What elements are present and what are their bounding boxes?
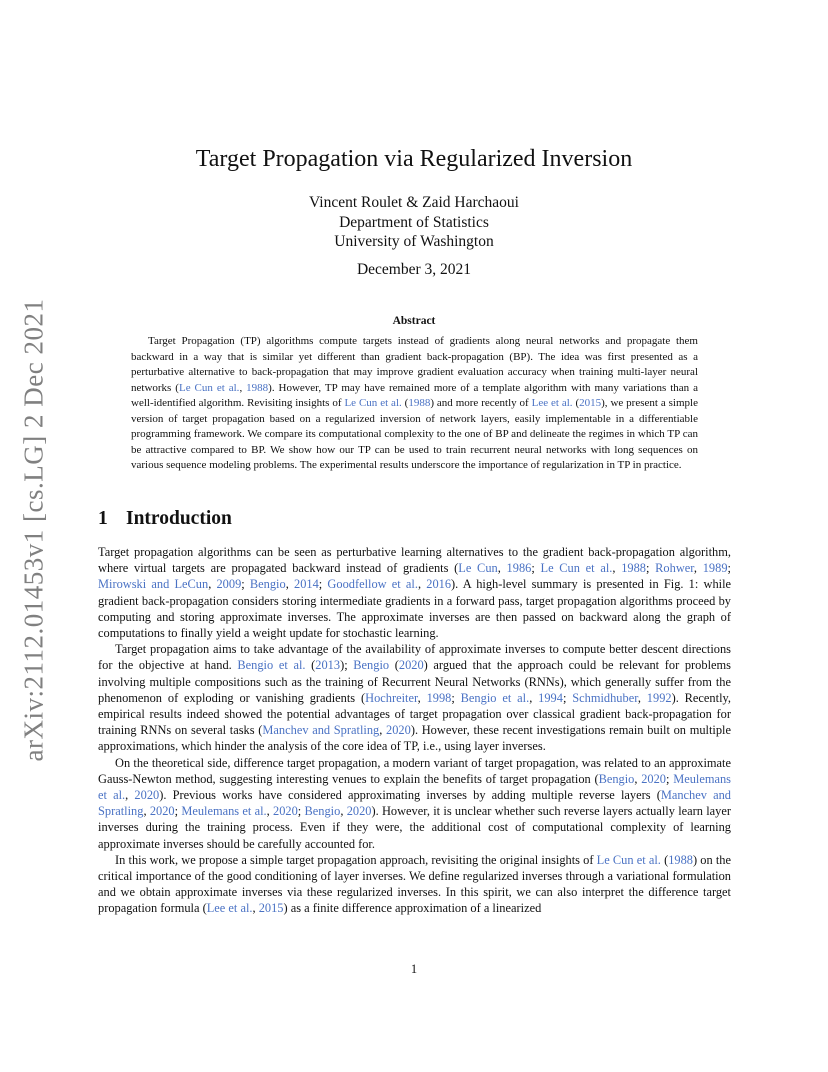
- text-run: On the theoretical side, difference target propagation, a modern variant of target propagation, was related to an approximate Gauss-Newton method, suggesting interesting venues to explain the benefits of target propagation (: [98, 755, 731, 786]
- text-run: Target propagation algorithms can be seen as perturbative learning alternatives to the gradient back-propagation algorithm, where virtual targets are propagated backward instead of gradients (: [98, 545, 731, 576]
- citation-link[interactable]: 1992: [646, 690, 672, 705]
- text-run: ;: [646, 561, 656, 576]
- text-run: ). However, it is unclear whether such reverse layers actually learn layer inverses during the training process. Even if they were, the additional cost of computational complexity of learning approximate inverses should be carefully accounted for.: [98, 804, 731, 851]
- citation-link[interactable]: Manchev and Spratling: [98, 788, 731, 819]
- paragraph: [98, 852, 731, 917]
- text-run: ;: [562, 690, 573, 705]
- text-run: ) on the critical importance of the good conditioning of layer inverses. We define regularized inverses through a variational formulation and we obtain approximate inverses via these regularized inverses. In this spirit, we can also interpret the difference target propagation formula (: [98, 852, 731, 916]
- text-run: ,: [529, 690, 539, 705]
- citation-link[interactable]: Bengio: [304, 804, 341, 819]
- author-department: Department of Statistics: [339, 213, 489, 231]
- text-run: ;: [451, 690, 461, 705]
- text-run: (: [660, 852, 669, 867]
- citation-link[interactable]: 2013: [315, 658, 341, 673]
- citation-link[interactable]: Le Cun et al.: [540, 561, 613, 576]
- citation-link[interactable]: Lee et al.: [206, 901, 253, 916]
- citation-link[interactable]: 2020: [273, 804, 298, 819]
- section-title: Introduction: [126, 508, 232, 529]
- citation-link[interactable]: 1988: [408, 397, 431, 409]
- section-heading-introduction: [98, 508, 232, 530]
- text-run: ) argued that the approach could be relevant for problems involving multiple compositions such as the training of Recurrent Neural Networks (RNNs), which generally suffer from the phenomenon of exploding or vanishing gradients (: [98, 658, 731, 705]
- introduction-body: [98, 544, 731, 917]
- text-run: ) and more recently of: [430, 397, 532, 409]
- text-run: ;: [241, 577, 250, 592]
- citation-link[interactable]: Bengio et al.: [460, 690, 530, 705]
- citation-link[interactable]: 2015: [258, 901, 284, 916]
- citation-link[interactable]: Schmidhuber: [572, 690, 638, 705]
- citation-link[interactable]: 1994: [538, 690, 563, 705]
- paper-title: Target Propagation via Regularized Inversion: [195, 146, 633, 172]
- author-block: [0, 193, 828, 252]
- text-run: ). However, these recent investigations remain built on multiple approximations, which hinder the analysis of the core idea of TP, i.e., using layer inverses.: [98, 723, 731, 754]
- text-run: (: [389, 658, 399, 673]
- text-run: ,: [266, 804, 274, 819]
- text-run: ;: [666, 771, 674, 786]
- text-run: (: [401, 397, 409, 409]
- text-run: ) as a finite difference approximation of a linearized: [283, 901, 542, 916]
- citation-link[interactable]: Goodfellow et al.: [327, 577, 418, 592]
- section-number: 1: [98, 508, 108, 529]
- citation-link[interactable]: 2014: [294, 577, 319, 592]
- citation-link[interactable]: 2020: [134, 788, 160, 803]
- text-run: ;: [297, 804, 305, 819]
- paragraph: [98, 755, 731, 852]
- text-run: ). Previous works have considered approximating inverses by adding multiple reverse layers (: [159, 788, 661, 803]
- text-run: ;: [318, 577, 328, 592]
- text-run: ,: [239, 381, 247, 394]
- citation-link[interactable]: 2016: [426, 577, 452, 592]
- citation-link[interactable]: 2020: [149, 804, 175, 819]
- citation-link[interactable]: Rohwer: [655, 561, 694, 576]
- citation-link[interactable]: 1986: [506, 561, 532, 576]
- text-run: (: [572, 397, 580, 409]
- citation-link[interactable]: 1988: [668, 852, 693, 867]
- text-run: ,: [340, 804, 347, 819]
- citation-link[interactable]: 1989: [702, 561, 728, 576]
- text-run: (: [305, 658, 316, 673]
- text-run: ), we present a simple version of target propagation based on a regularized inversion of network layers, easily implementable in a differentiable programming framework. We compare its computational complexity to the one of BP and delineate the regimes in which TP can be attractive compared to BP. We show how our TP can be used to train recurrent neural networks with long sequences on various sequence modeling problems. The experimental results underscore the importance of regularization in TP in practice.: [131, 397, 698, 471]
- paper-date: December 3, 2021: [356, 261, 472, 278]
- text-run: );: [340, 658, 354, 673]
- text-run: ). Recently, empirical results indeed showed the potential advantages of target propagation over classical gradient back-propagation for training RNNs on several tasks (: [98, 690, 731, 738]
- citation-link[interactable]: 2009: [216, 577, 242, 592]
- text-run: In this work, we propose a simple target propagation approach, revisiting the original insights of: [115, 852, 597, 867]
- abstract-heading: Abstract: [392, 315, 436, 327]
- citation-link[interactable]: 2015: [579, 397, 602, 409]
- paragraph: [98, 544, 731, 641]
- text-run: ;: [531, 561, 541, 576]
- citation-link[interactable]: 2020: [398, 658, 424, 673]
- text-run: ;: [174, 804, 182, 819]
- text-run: ). However, TP may have remained more of a template algorithm with many variations than a well-identified algorithm. Revisiting insights of: [131, 381, 699, 409]
- text-run: ,: [634, 771, 642, 786]
- text-run: ,: [208, 577, 217, 592]
- text-run: ,: [379, 723, 387, 738]
- paragraph: [98, 641, 731, 754]
- author-university: University of Washington: [334, 233, 494, 250]
- citation-link[interactable]: Manchev and Spratling: [262, 723, 380, 738]
- citation-link[interactable]: Meulemans et al.: [98, 771, 731, 803]
- citation-link[interactable]: Lee et al.: [531, 397, 573, 409]
- text-run: ,: [612, 561, 622, 576]
- citation-link[interactable]: 2020: [641, 771, 666, 786]
- abstract-text: [131, 334, 698, 474]
- text-run: ,: [417, 577, 427, 592]
- citation-link[interactable]: 1998: [426, 690, 452, 705]
- citation-link[interactable]: Bengio: [249, 577, 286, 592]
- text-run: ,: [693, 561, 703, 576]
- citation-link[interactable]: 2020: [386, 723, 411, 738]
- citation-link[interactable]: Bengio: [353, 658, 390, 673]
- citation-link[interactable]: 1988: [621, 561, 646, 576]
- citation-link[interactable]: Hochreiter: [365, 690, 418, 705]
- text-run: ,: [252, 901, 259, 916]
- citation-link[interactable]: Meulemans et al.: [181, 804, 267, 819]
- text-run: Target propagation aims to take advantage of the availability of approximate inverses to compute better descent directions for the objective at hand.: [98, 642, 731, 673]
- citation-link[interactable]: 2020: [346, 804, 372, 819]
- text-run: ,: [417, 690, 427, 705]
- text-run: ,: [125, 788, 135, 803]
- text-run: ,: [143, 804, 150, 819]
- page-number: 1: [410, 962, 418, 976]
- citation-link[interactable]: 1988: [246, 381, 269, 394]
- citation-link[interactable]: Mirowski and LeCun: [98, 577, 209, 592]
- text-run: Target Propagation (TP) algorithms compute targets instead of gradients along neural networks and propagate them backward in a way that is similar yet different than gradient back-propagation (BP). The idea was first presented as a perturbative alternative to back-propagation that may improve gradient evaluation accuracy when training multi-layer neural networks (: [131, 335, 698, 394]
- citation-link[interactable]: Le Cun: [458, 561, 498, 576]
- citation-link[interactable]: Le Cun et al.: [178, 381, 240, 394]
- text-run: ;: [727, 561, 731, 576]
- text-run: ,: [285, 577, 294, 592]
- arxiv-stamp: [14, 290, 54, 770]
- author-names: Vincent Roulet & Zaid Harchaoui: [309, 194, 519, 211]
- text-run: ,: [497, 561, 507, 576]
- citation-link[interactable]: Bengio et al.: [237, 658, 306, 673]
- text-run: ). A high-level summary is presented in Fig. 1: while gradient back-propagation considers storing intermediate gradients in a forward pass, target propagation algorithms proceed by computing and storing approximate inverses. The approximate inverses are then passed on backward along the graph of computations to finally yield a weight update for stochastic learning.: [98, 577, 732, 641]
- citation-link[interactable]: Bengio: [598, 771, 635, 786]
- text-run: ,: [637, 690, 647, 705]
- citation-link[interactable]: Le Cun et al.: [596, 852, 661, 867]
- citation-link[interactable]: Le Cun et al.: [344, 397, 402, 409]
- arxiv-identifier[interactable]: arXiv:2112.01453v1 [cs.LG] 2 Dec 2021: [18, 298, 49, 762]
